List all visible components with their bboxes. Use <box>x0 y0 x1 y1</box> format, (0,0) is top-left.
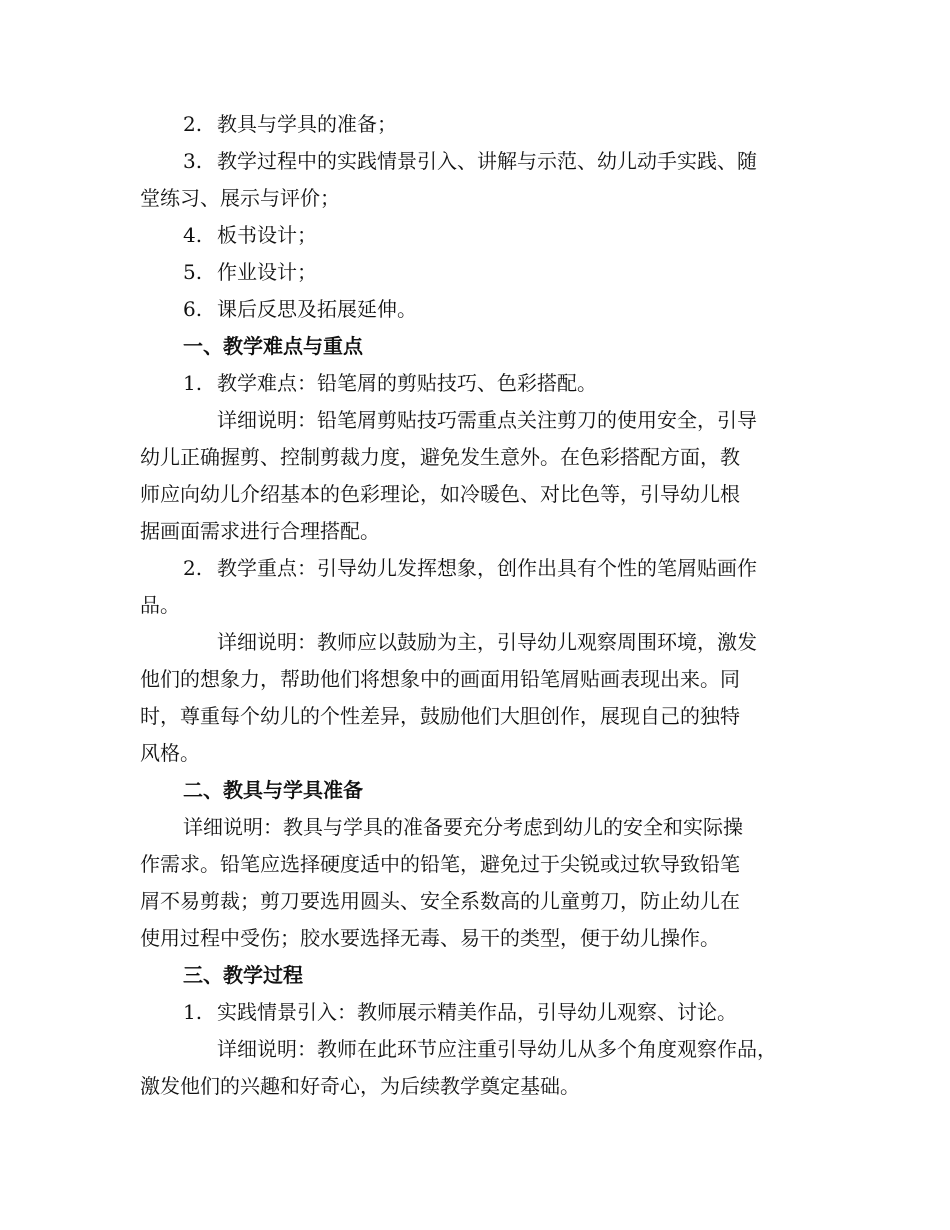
list-item-2 <box>140 106 812 143</box>
paragraph-line: 幼儿正确握剪、控制剪裁力度，避免发生意外。在色彩搭配方面，教 <box>140 445 740 469</box>
item-text: 教具与学具的准备； <box>217 112 397 136</box>
paragraph-line: 时，尊重每个幼儿的个性差异，鼓励他们大胆创作，展现自己的独特 <box>140 704 740 728</box>
paragraph-line: 师应向幼儿介绍基本的色彩理论，如冷暖色、对比色等，引导幼儿根 <box>140 482 740 506</box>
section-heading-1: 一、教学难点与重点 <box>183 334 363 358</box>
item-text: 教学重点：引导幼儿发挥想象，创作出具有个性的笔屑贴画作 <box>217 556 757 580</box>
process-item <box>140 994 812 1031</box>
list-item-6 <box>140 291 812 328</box>
paragraph-line: 详细说明：教具与学具的准备要充分考虑到幼儿的安全和实际操 <box>183 815 743 839</box>
item-text: 教学过程中的实践情景引入、讲解与示范、幼儿动手实践、随 <box>217 149 757 173</box>
item-text: 课后反思及拓展延伸。 <box>217 297 417 321</box>
item-text: 教学难点：铅笔屑的剪贴技巧、色彩搭配。 <box>217 371 597 395</box>
list-item-3-cont: 堂练习、展示与评价； <box>140 186 340 210</box>
list-item-5 <box>140 254 812 291</box>
difficulty-item <box>140 365 812 402</box>
item-number: 3. <box>183 149 203 173</box>
item-number: 5. <box>183 260 203 284</box>
document-body <box>140 106 812 1105</box>
item-number: 4. <box>183 223 203 247</box>
item-number: 1. <box>183 371 203 395</box>
item-text: 实践情景引入：教师展示精美作品，引导幼儿观察、讨论。 <box>217 1000 737 1024</box>
paragraph-line: 详细说明：教师应以鼓励为主，引导幼儿观察周围环境，激发 <box>217 630 757 654</box>
paragraph-line: 详细说明：教师在此环节应注重引导幼儿从多个角度观察作品， <box>217 1037 777 1061</box>
paragraph-line: 作需求。铅笔应选择硬度适中的铅笔，避免过于尖锐或过软导致铅笔 <box>140 852 740 876</box>
paragraph-line: 详细说明：铅笔屑剪贴技巧需重点关注剪刀的使用安全，引导 <box>217 408 757 432</box>
paragraph-line: 他们的想象力，帮助他们将想象中的画面用铅笔屑贴画表现出来。同 <box>140 667 740 691</box>
item-number: 2. <box>183 556 203 580</box>
paragraph-line: 据画面需求进行合理搭配。 <box>140 519 380 543</box>
item-text: 作业设计； <box>217 260 317 284</box>
section-heading-3: 三、教学过程 <box>183 963 303 987</box>
item-number: 2. <box>183 112 203 136</box>
paragraph-line: 风格。 <box>140 741 200 765</box>
list-item-3 <box>140 143 812 180</box>
key-point-item <box>140 550 812 587</box>
section-heading-2: 二、教具与学具准备 <box>183 778 363 802</box>
paragraph-line: 屑不易剪裁；剪刀要选用圆头、安全系数高的儿童剪刀，防止幼儿在 <box>140 889 740 913</box>
item-number: 1. <box>183 1000 203 1024</box>
paragraph-line: 使用过程中受伤；胶水要选择无毒、易干的类型，便于幼儿操作。 <box>140 926 720 950</box>
item-text: 板书设计； <box>217 223 317 247</box>
paragraph-line: 品。 <box>140 593 180 617</box>
list-item-4 <box>140 217 812 254</box>
paragraph-line: 激发他们的兴趣和好奇心，为后续教学奠定基础。 <box>140 1074 580 1098</box>
item-number: 6. <box>183 297 203 321</box>
